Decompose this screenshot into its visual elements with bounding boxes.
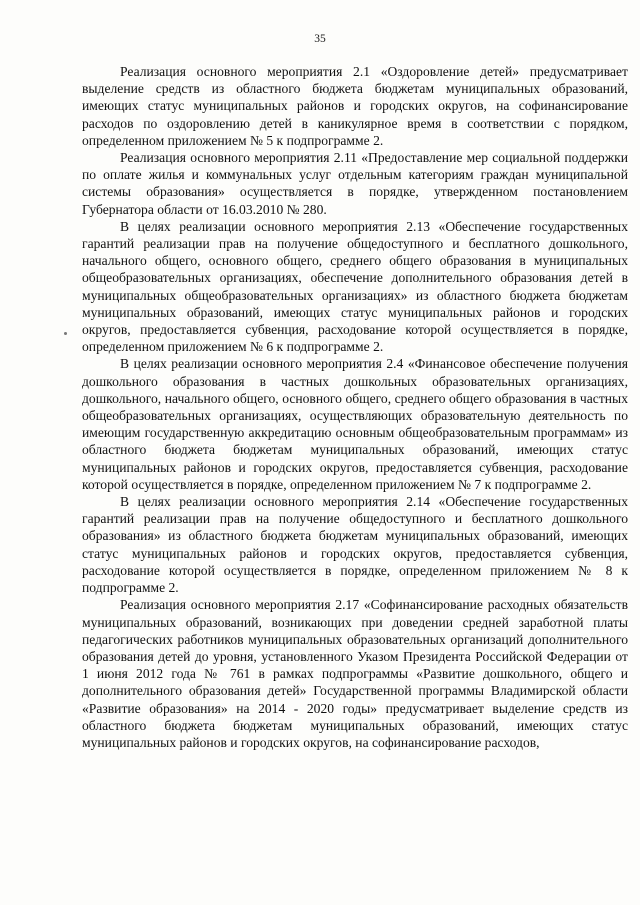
page-number: 35	[314, 33, 326, 45]
paragraph-event-2-4: В целях реализации основного мероприятия 2.4 «Финансовое обеспечение получения дошкольного образования в частных дошкольных образовательных организациях, дошкольного, начального общего, основного общего, среднего общего образования в частных общеобразовательных организациях, осуществляющих образовательную деятельность по имеющим государственную аккредитацию основным общеобразовательным программам» из областного бюджета бюджетам муниципальных образований, имеющих статус муниципальных районов и городских округов, предоставляется субвенция, расходование которой осуществляется в порядке, определенном приложением № 7 к подпрограмме 2.	[82, 356, 628, 492]
paragraph-event-2-17: Реализация основного мероприятия 2.17 «Софинансирование расходных обязательств муниципальных образований, возникающих при доведении средней заработной платы педагогических работников муниципальных образовательных организаций дополнительного образования детей до уровня, установленного Указом Президента Российской Федерации от 1 июня 2012 года № 761 в рамках подпрограммы «Развитие дошкольного, общего и дополнительного образования детей» Государственной программы Владимирской области «Развитие образования» на 2014 - 2020 годы» предусматривает выделение средств из областного бюджета бюджетам муниципальных образований, имеющих статус муниципальных районов и городских округов, на софинансирование расходов,	[82, 597, 628, 750]
paragraph-event-2-14: В целях реализации основного мероприятия 2.14 «Обеспечение государственных гарантий реализации прав на получение общедоступного и бесплатного дошкольного образования» из областного бюджета бюджетам муниципальных образований, имеющих статус муниципальных районов и городских округов, предоставляется субвенция, расходование которой осуществляется в порядке, определенном приложением № 8 к подпрограмме 2.	[82, 494, 628, 596]
paragraph-oздоровление: Реализация основного мероприятия 2.1 «Оздоровление детей» предусматривает выделение средств из областного бюджета бюджетам муниципальных образований, имеющих статус муниципальных районов и городских округов, на софинансирование расходов по оздоровлению детей в каникулярное время в соответствии с порядком, определенном приложением № 5 к подпрограмме 2.	[82, 64, 628, 148]
paragraph-event-2-13: В целях реализации основного мероприятия 2.13 «Обеспечение государственных гарантий реализации прав на получение общедоступного и бесплатного дошкольного, начального общего, основного общего, среднего общего образования в муниципальных общеобразовательных организациях, обеспечение дополнительного образования детей в муниципальных общеобразовательных организациях» из областного бюджета бюджетам муниципальных образований, имеющих статус муниципальных районов и городских округов, предоставляется субвенция, расходование которой осуществляется в порядке, определенном приложением № 6 к подпрограмме 2.	[82, 218, 628, 355]
scan-dot-mark	[64, 332, 67, 335]
document-body	[82, 63, 628, 751]
paragraph-social-support: Реализация основного мероприятия 2.11 «Предоставление мер социальной поддержки по оплате жилья и коммунальных услуг отдельным категориям граждан муниципальной системы образования» осуществляется в порядке, утвержденном постановлением Губернатора области от 16.03.2010 № 280.	[82, 150, 628, 217]
